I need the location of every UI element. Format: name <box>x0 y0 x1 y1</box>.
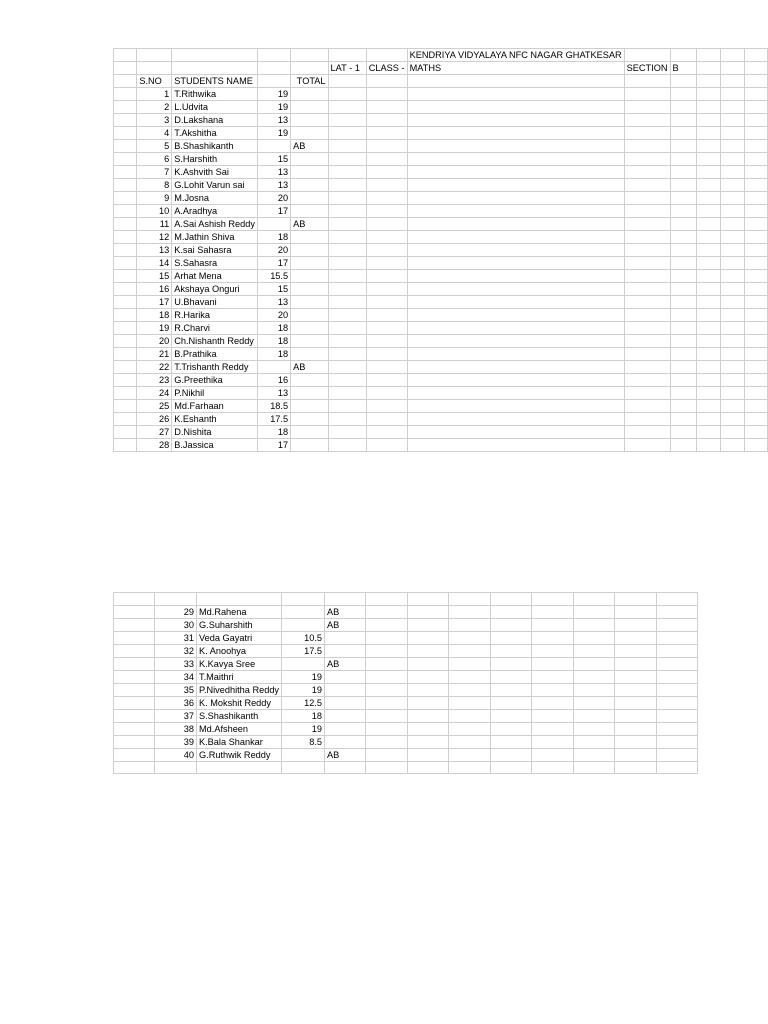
student-row <box>114 348 768 361</box>
student-total: 17.5 <box>282 644 325 657</box>
class-label: CLASS - <box>366 62 407 75</box>
student-sno: 10 <box>137 205 172 218</box>
student-sno: 34 <box>155 670 197 683</box>
student-total: 12.5 <box>282 696 325 709</box>
student-name: T.Maithri <box>197 670 282 683</box>
student-sno: 38 <box>155 722 197 735</box>
student-sno: 9 <box>137 192 172 205</box>
student-total: AB <box>291 140 328 153</box>
student-sno: 17 <box>137 296 172 309</box>
empty-row <box>114 593 698 606</box>
student-sno: 6 <box>137 153 172 166</box>
student-row <box>114 618 698 631</box>
student-row <box>114 722 698 735</box>
student-row <box>114 166 768 179</box>
column-header-row <box>114 75 768 88</box>
student-name: K.sai Sahasra <box>172 244 258 257</box>
student-name: P.Nikhil <box>172 387 258 400</box>
student-row <box>114 218 768 231</box>
student-name: G.Ruthwik Reddy <box>197 748 282 761</box>
student-total: 18 <box>257 426 290 439</box>
student-row <box>114 413 768 426</box>
student-name: B.Jassica <box>172 439 258 452</box>
section-value: B <box>670 62 697 75</box>
student-sno: 22 <box>137 361 172 374</box>
student-name: S.Shashikanth <box>197 709 282 722</box>
student-total: 19 <box>257 127 290 140</box>
student-total: 13 <box>257 166 290 179</box>
student-sno: 29 <box>155 605 197 618</box>
student-sno: 7 <box>137 166 172 179</box>
student-name: R.Harika <box>172 309 258 322</box>
student-total: 18 <box>282 709 325 722</box>
student-sno: 32 <box>155 644 197 657</box>
student-name: Md.Rahena <box>197 605 282 618</box>
student-name: Md.Afsheen <box>197 722 282 735</box>
student-sno: 24 <box>137 387 172 400</box>
marks-sheet-page-1 <box>113 48 768 452</box>
student-sno: 13 <box>137 244 172 257</box>
student-total: 20 <box>257 192 290 205</box>
student-total: 17 <box>257 257 290 270</box>
student-total: 17 <box>257 205 290 218</box>
student-name: T.Trishanth Reddy <box>172 361 258 374</box>
student-name: K. Anoohya <box>197 644 282 657</box>
student-name: A.Sai Ashish Reddy <box>172 218 258 231</box>
student-sno: 8 <box>137 179 172 192</box>
student-row <box>114 231 768 244</box>
student-row <box>114 114 768 127</box>
student-row <box>114 644 698 657</box>
student-sno: 20 <box>137 335 172 348</box>
subject-name: MATHS <box>407 62 624 75</box>
student-total: 18.5 <box>257 400 290 413</box>
student-name: K.Bala Shankar <box>197 735 282 748</box>
student-sno: 40 <box>155 748 197 761</box>
student-row <box>114 400 768 413</box>
student-sno: 23 <box>137 374 172 387</box>
student-row <box>114 335 768 348</box>
student-row <box>114 244 768 257</box>
student-name: K. Mokshit Reddy <box>197 696 282 709</box>
student-sno: 25 <box>137 400 172 413</box>
student-row <box>114 153 768 166</box>
student-total: 13 <box>257 179 290 192</box>
student-sno: 5 <box>137 140 172 153</box>
student-total: AB <box>325 605 366 618</box>
student-sno: 21 <box>137 348 172 361</box>
student-name: D.Nishita <box>172 426 258 439</box>
student-name: L.Udvita <box>172 101 258 114</box>
student-total: 15 <box>257 283 290 296</box>
student-name: T.Rithwika <box>172 88 258 101</box>
student-name: K.Eshanth <box>172 413 258 426</box>
student-total: AB <box>291 218 328 231</box>
student-name: Veda Gayatri <box>197 631 282 644</box>
student-row <box>114 140 768 153</box>
student-name: K.Kavya Sree <box>197 657 282 670</box>
student-name: A.Aradhya <box>172 205 258 218</box>
student-total: 13 <box>257 296 290 309</box>
student-sno: 31 <box>155 631 197 644</box>
student-row <box>114 374 768 387</box>
student-sno: 26 <box>137 413 172 426</box>
student-row <box>114 439 768 452</box>
student-total: 19 <box>257 101 290 114</box>
student-row <box>114 283 768 296</box>
student-total: 13 <box>257 114 290 127</box>
student-name: Md.Farhaan <box>172 400 258 413</box>
student-row <box>114 631 698 644</box>
student-row <box>114 683 698 696</box>
student-total: 15.5 <box>257 270 290 283</box>
student-name: G.Lohit Varun sai <box>172 179 258 192</box>
student-name: B.Shashikanth <box>172 140 258 153</box>
student-name: P.Nivedhitha Reddy <box>197 683 282 696</box>
student-sno: 19 <box>137 322 172 335</box>
student-row <box>114 748 698 761</box>
student-row <box>114 670 698 683</box>
student-total: AB <box>325 618 366 631</box>
student-sno: 12 <box>137 231 172 244</box>
student-name: Akshaya Onguri <box>172 283 258 296</box>
student-sno: 39 <box>155 735 197 748</box>
students-name-header: STUDENTS NAME <box>172 75 258 88</box>
student-row <box>114 179 768 192</box>
student-total: 8.5 <box>282 735 325 748</box>
student-name: D.Lakshana <box>172 114 258 127</box>
student-row <box>114 270 768 283</box>
student-row <box>114 387 768 400</box>
student-total: 20 <box>257 309 290 322</box>
student-total: 10.5 <box>282 631 325 644</box>
exam-info-row <box>114 62 768 75</box>
student-total: 18 <box>257 322 290 335</box>
student-name: Ch.Nishanth Reddy <box>172 335 258 348</box>
total-header: TOTAL <box>291 75 328 88</box>
student-total: 15 <box>257 153 290 166</box>
student-total: 19 <box>282 722 325 735</box>
student-sno: 15 <box>137 270 172 283</box>
student-row <box>114 361 768 374</box>
student-sno: 16 <box>137 283 172 296</box>
student-row <box>114 205 768 218</box>
student-row <box>114 322 768 335</box>
student-name: T.Akshitha <box>172 127 258 140</box>
student-sno: 33 <box>155 657 197 670</box>
empty-row <box>114 761 698 774</box>
student-sno: 18 <box>137 309 172 322</box>
student-sno: 11 <box>137 218 172 231</box>
student-name: R.Charvi <box>172 322 258 335</box>
student-total: 18 <box>257 335 290 348</box>
student-row <box>114 192 768 205</box>
student-name: M.Jathin Shiva <box>172 231 258 244</box>
student-total: 19 <box>257 88 290 101</box>
section-label: SECTION <box>624 62 670 75</box>
student-name: S.Sahasra <box>172 257 258 270</box>
sno-header: S.NO <box>137 75 172 88</box>
student-sno: 30 <box>155 618 197 631</box>
student-sno: 4 <box>137 127 172 140</box>
student-row <box>114 296 768 309</box>
exam-name: LAT - 1 <box>328 62 366 75</box>
student-row <box>114 127 768 140</box>
student-total: AB <box>325 748 366 761</box>
student-total: 13 <box>257 387 290 400</box>
student-total: 19 <box>282 670 325 683</box>
student-name: M.Josna <box>172 192 258 205</box>
student-name: Arhat Mena <box>172 270 258 283</box>
student-name: S.Harshith <box>172 153 258 166</box>
student-row <box>114 309 768 322</box>
marks-sheet-page-2 <box>113 592 698 774</box>
student-sno: 27 <box>137 426 172 439</box>
student-row <box>114 696 698 709</box>
student-sno: 28 <box>137 439 172 452</box>
student-total: AB <box>291 361 328 374</box>
student-total: AB <box>325 657 366 670</box>
student-total: 20 <box>257 244 290 257</box>
student-sno: 36 <box>155 696 197 709</box>
student-total: 17 <box>257 439 290 452</box>
student-row <box>114 88 768 101</box>
student-sno: 14 <box>137 257 172 270</box>
student-total: 19 <box>282 683 325 696</box>
student-sno: 3 <box>137 114 172 127</box>
student-name: G.Preethika <box>172 374 258 387</box>
student-sno: 1 <box>137 88 172 101</box>
student-name: G.Suharshith <box>197 618 282 631</box>
student-sno: 37 <box>155 709 197 722</box>
student-name: K.Ashvith Sai <box>172 166 258 179</box>
student-row <box>114 257 768 270</box>
student-row <box>114 426 768 439</box>
student-total: 18 <box>257 348 290 361</box>
student-total: 17.5 <box>257 413 290 426</box>
student-name: B.Prathika <box>172 348 258 361</box>
student-sno: 2 <box>137 101 172 114</box>
title-row <box>114 49 768 62</box>
student-row <box>114 101 768 114</box>
student-row <box>114 605 698 618</box>
student-row <box>114 709 698 722</box>
student-name: U.Bhavani <box>172 296 258 309</box>
student-row <box>114 735 698 748</box>
student-total: 18 <box>257 231 290 244</box>
student-total: 16 <box>257 374 290 387</box>
student-sno: 35 <box>155 683 197 696</box>
school-title: KENDRIYA VIDYALAYA NFC NAGAR GHATKESAR <box>407 49 624 62</box>
student-row <box>114 657 698 670</box>
